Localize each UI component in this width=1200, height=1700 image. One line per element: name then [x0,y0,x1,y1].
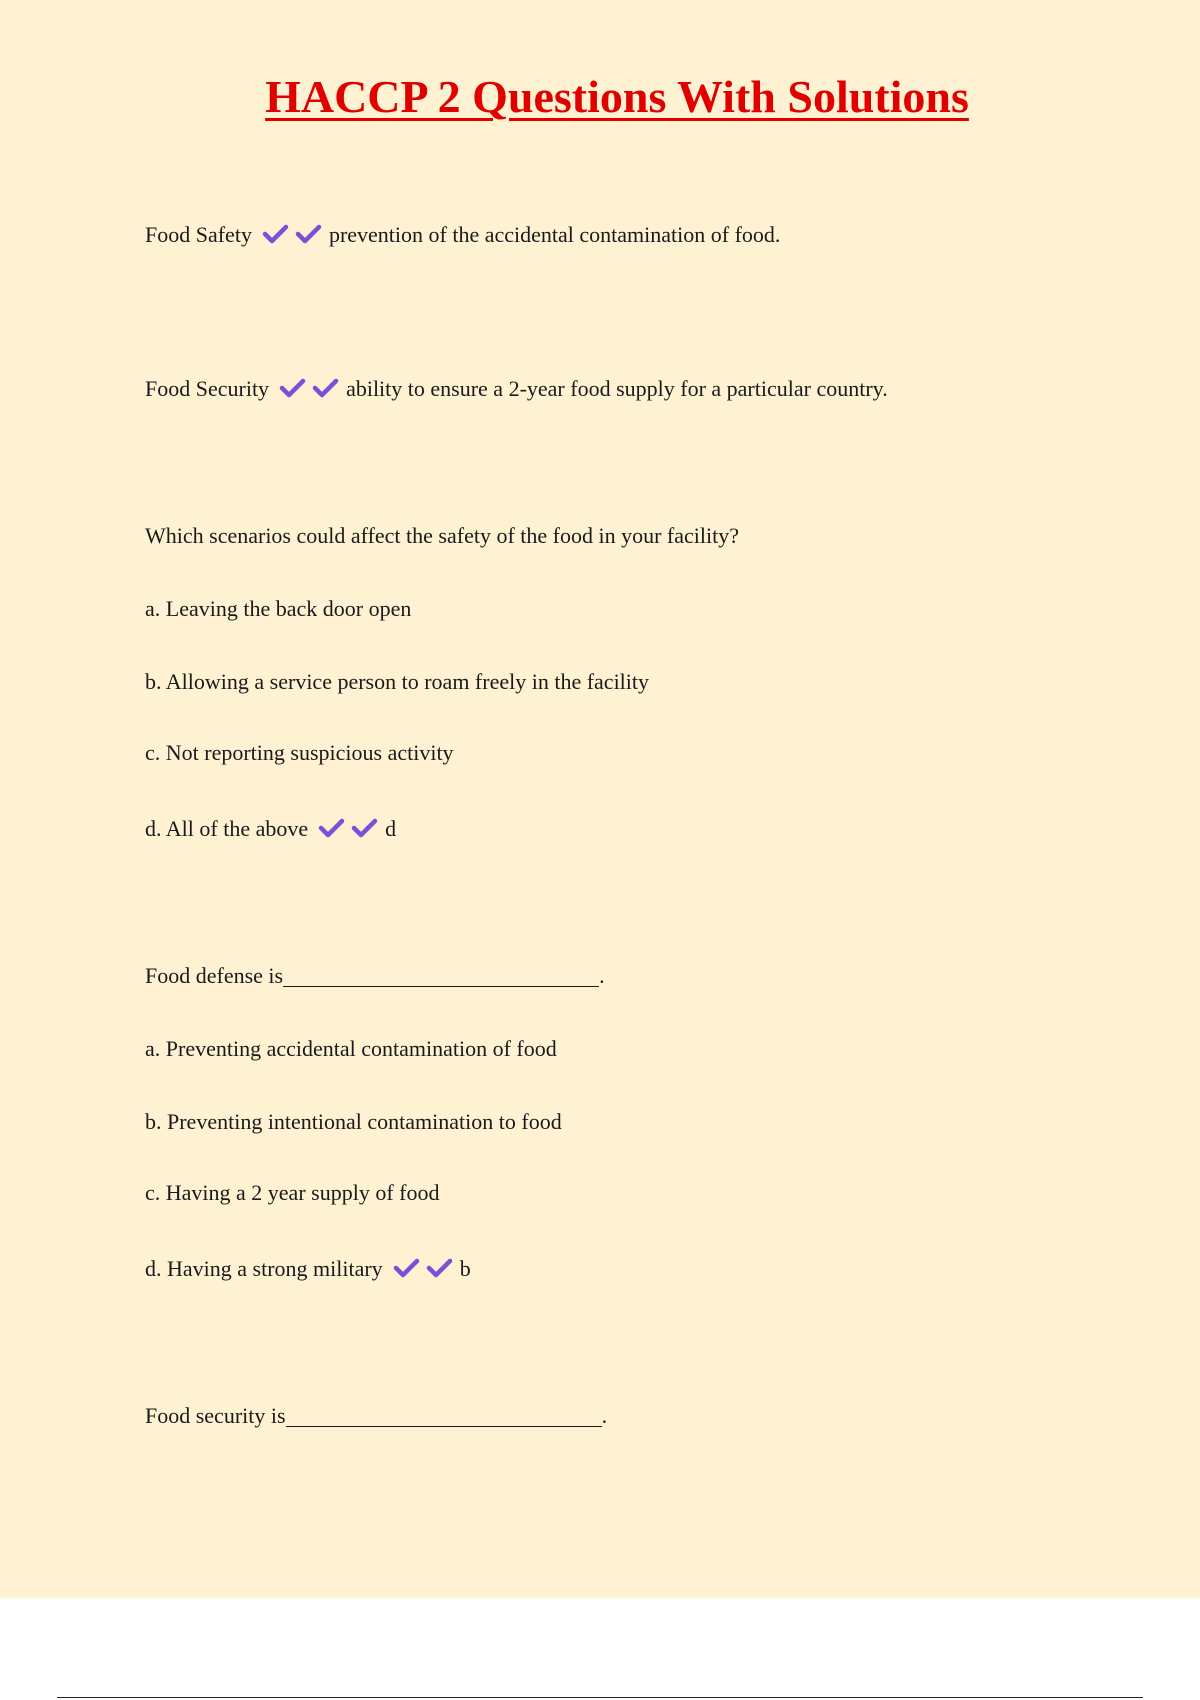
qa-food-safety [145,222,780,248]
answer-text: d [385,816,397,841]
option-d-with-answer [145,1256,471,1282]
check-icon [393,1257,420,1279]
answer-text: ability to ensure a 2-year food supply for a particular country. [346,376,888,401]
option-a: a. Leaving the back door open [145,596,412,621]
question-food-security [145,1403,607,1429]
check-icon [351,817,378,839]
option-d-with-answer [145,816,396,842]
option-c: c. Not reporting suspicious activity [145,740,454,765]
check-icon [295,223,322,245]
option-d: d. Having a strong military [145,1256,383,1281]
check-icon [279,377,306,399]
fill-blank-line [283,966,599,987]
footer-divider [57,1697,1143,1698]
check-icon [426,1257,453,1279]
qa-food-security [145,376,888,402]
check-icon [318,817,345,839]
term-text: Food Security [145,376,270,401]
question-text: Food security is [145,1403,286,1428]
option-c: c. Having a 2 year supply of food [145,1180,440,1205]
option-b: b. Preventing intentional contamination to food [145,1109,562,1134]
question-text: Food defense is [145,963,284,988]
check-icon [312,377,339,399]
question-suffix: . [599,963,605,988]
option-b: b. Allowing a service person to roam freely in the facility [145,669,650,694]
fill-blank-line [286,1406,602,1427]
document-title: HACCP 2 Questions With Solutions [265,71,969,122]
question-suffix: . [601,1403,608,1428]
question-text: Which scenarios could affect the safety of the food in your facility? [145,523,739,548]
answer-text: prevention of the accidental contamination of food. [328,222,781,247]
term-text: Food Safety [145,222,252,247]
answer-text: b [459,1256,471,1281]
question-food-defense [145,963,605,989]
option-d: d. All of the above [145,816,309,841]
option-a: a. Preventing accidental contamination of food [145,1036,557,1061]
check-icon [262,223,289,245]
